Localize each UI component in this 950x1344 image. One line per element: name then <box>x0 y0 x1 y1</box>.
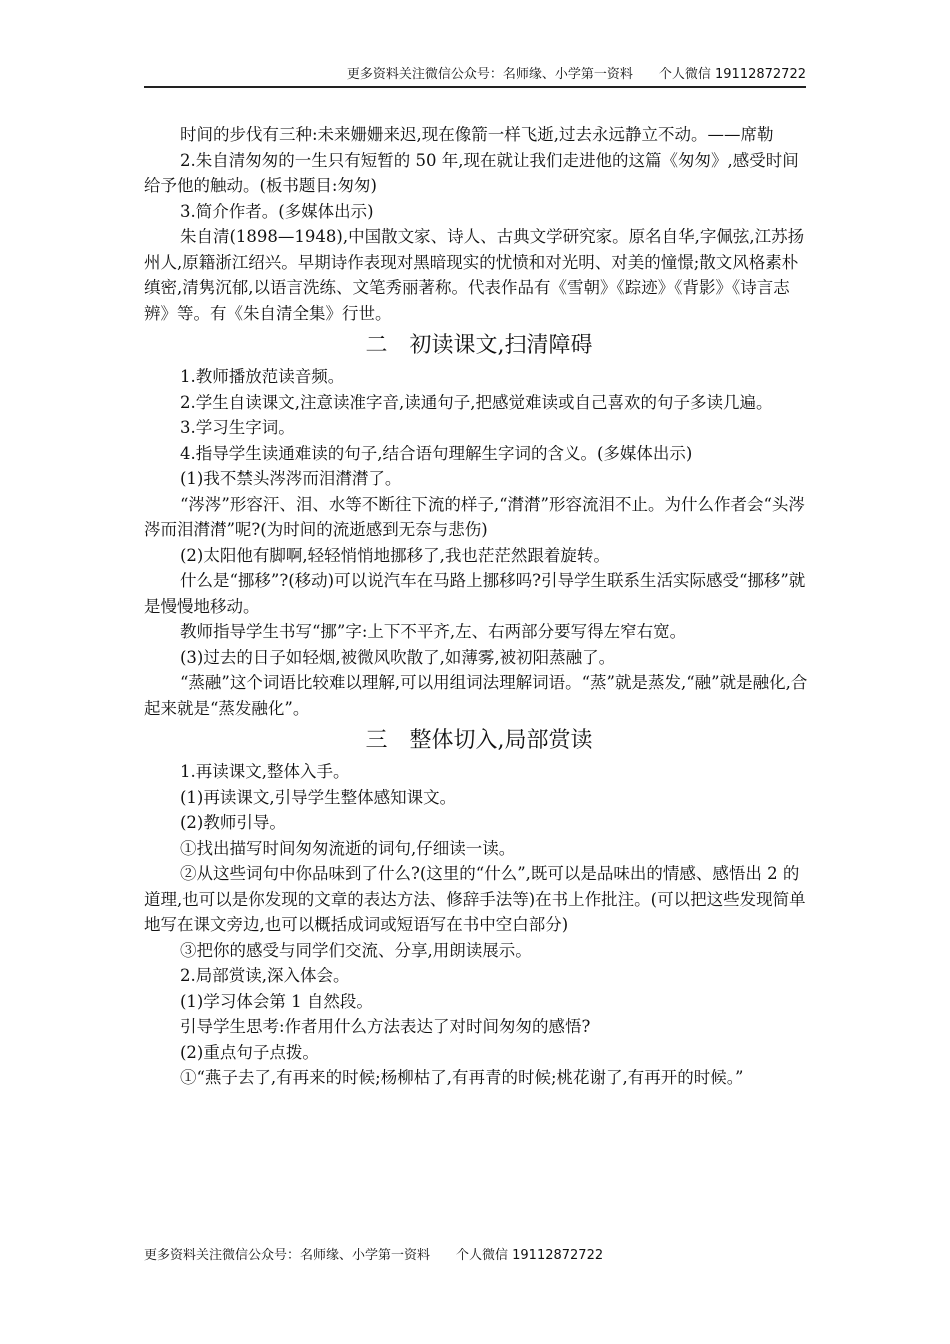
paragraph: (2)教师引导。 <box>180 813 286 832</box>
page-footer: 更多资料关注微信公众号：名师缘、小学第一资料 个人微信 19112872722 <box>144 1248 604 1263</box>
paragraph: (2)重点句子点拨。 <box>180 1042 319 1062</box>
paragraph: 3.简介作者。(多媒体出示) <box>180 201 374 221</box>
paragraph: “蒸融”这个词语比较难以理解,可以用组词法理解词语。“蒸”就是蒸发,“融”就是融化,合起来就是“蒸发融化”。 <box>144 673 808 718</box>
paragraph: 2.学生自读课文,注意读准字音,读通句子,把感觉难读或自己喜欢的句子多读几遍。 <box>180 392 773 412</box>
paragraph: ①“燕子去了,有再来的时候;杨柳枯了,有再青的时候;桃花谢了,有再开的时候。” <box>180 1068 744 1087</box>
paragraph: (1)再读课文,引导学生整体感知课文。 <box>180 787 457 807</box>
paragraph: ①找出描写时间匆匆流逝的词句,仔细读一读。 <box>180 838 516 858</box>
paragraph: 教师指导学生书写“挪”字:上下不平齐,左、右两部分要写得左窄右宽。 <box>180 622 687 641</box>
paragraph: 1.教师播放范读音频。 <box>180 367 345 386</box>
paragraph: 1.再读课文,整体入手。 <box>180 762 350 781</box>
paragraph: ②从这些词句中你品味到了什么?(这里的“什么”,既可以是品味出的情感、感悟出 2 的道理,也可以是你发现的文章的表达方法、修辞手法等)在书上作批注。(可以把这些发现简单地写在课文旁边,也可以概括成词或短语写在书中空白部分) <box>144 864 806 934</box>
section-heading-2: 二 初读课文,扫清障碍 <box>365 333 593 358</box>
paragraph: 引导学生思考:作者用什么方法表达了对时间匆匆的感悟? <box>180 1017 591 1036</box>
paragraph: (3)过去的日子如轻烟,被微风吹散了,如薄雾,被初阳蒸融了。 <box>180 647 616 667</box>
paragraph: (1)学习体会第 1 自然段。 <box>180 991 373 1011</box>
page-header: 更多资料关注微信公众号：名师缘、小学第一资料 个人微信 19112872722 <box>346 67 806 82</box>
document-body <box>144 122 814 1091</box>
paragraph: 2.局部赏读,深入体会。 <box>180 966 350 985</box>
paragraph: 2.朱自清匆匆的一生只有短暂的 50 年,现在就让我们走进他的这篇《匆匆》,感受时间给予他的触动。(板书题目:匆匆) <box>144 150 799 195</box>
author-intro-paragraph: 朱自清(1898—1948),中国散文家、诗人、古典文学研究家。原名自华,字佩弦,江苏扬州人,原籍浙江绍兴。早期诗作表现对黑暗现实的忧愤和对光明、对美的憧憬;散文风格素朴缜密,清隽沉郁,以语言洗练、文笔秀丽著称。代表作品有《雪朝》《踪迹》《背影》《诗言志辨》等。有《朱自清全集》行世。 <box>144 227 805 323</box>
paragraph: 4.指导学生读通难读的句子,结合语句理解生字词的含义。(多媒体出示) <box>180 443 693 463</box>
quote-paragraph: 时间的步伐有三种:未来姗姗来迟,现在像箭一样飞逝,过去永远静立不动。——席勒 <box>180 125 774 144</box>
header-divider <box>144 86 806 88</box>
paragraph: ③把你的感受与同学们交流、分享,用朗读展示。 <box>180 940 532 960</box>
section-heading-3: 三 整体切入,局部赏读 <box>365 728 593 753</box>
paragraph: 3.学习生字词。 <box>180 418 295 437</box>
paragraph: (2)太阳他有脚啊,轻轻悄悄地挪移了,我也茫茫然跟着旋转。 <box>180 545 610 565</box>
paragraph: 什么是“挪移”?(移动)可以说汽车在马路上挪移吗?引导学生联系生活实际感受“挪移”就是慢慢地移动。 <box>144 571 806 616</box>
paragraph: “涔涔”形容汗、泪、水等不断往下流的样子,“潸潸”形容流泪不止。为什么作者会“头涔涔而泪潸潸”呢?(为时间的流逝感到无奈与悲伤) <box>144 494 805 539</box>
paragraph: (1)我不禁头涔涔而泪潸潸了。 <box>180 469 402 488</box>
